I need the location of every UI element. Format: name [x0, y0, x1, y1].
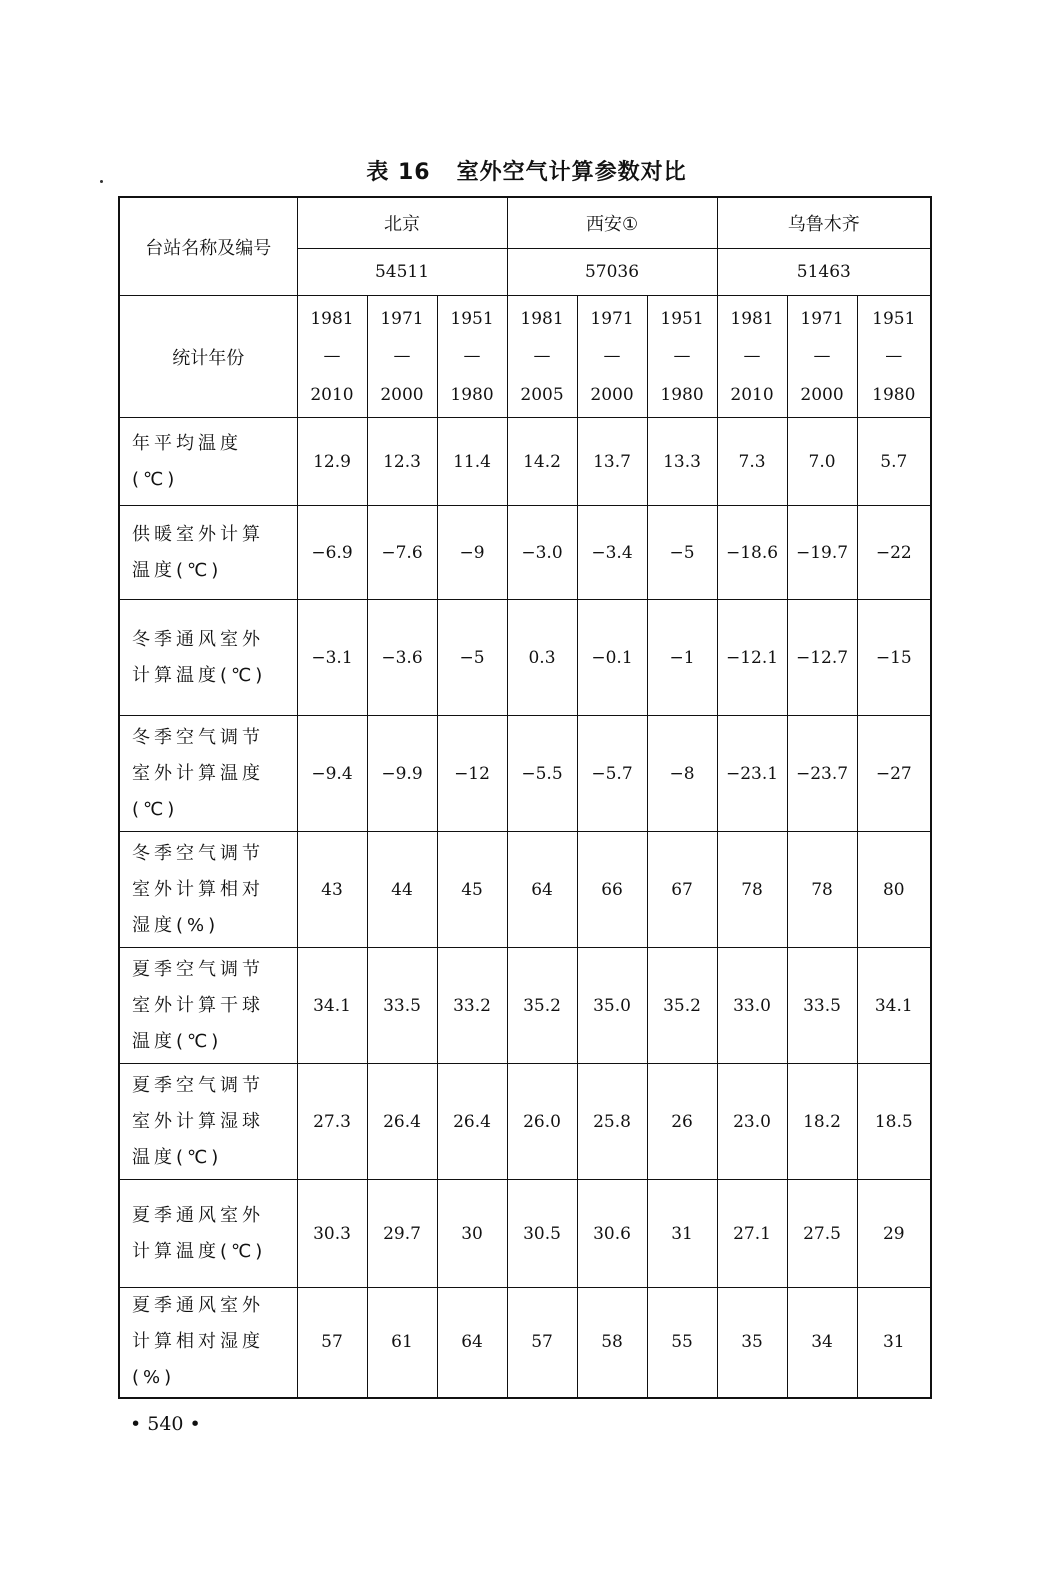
value-cell: 67: [647, 832, 717, 948]
value-cell: 12.3: [367, 418, 437, 506]
value-cell: −3.1: [297, 600, 367, 716]
row-label: 供暖室外计算温度(℃): [119, 506, 297, 600]
value-cell: 34: [787, 1288, 857, 1398]
value-cell: 64: [437, 1288, 507, 1398]
value-cell: 57: [297, 1288, 367, 1398]
value-cell: 66: [577, 832, 647, 948]
table-row: [119, 1064, 931, 1180]
table-row: [119, 1180, 931, 1288]
climate-parameters-table: [118, 196, 932, 1399]
value-cell: 25.8: [577, 1064, 647, 1180]
station-code: 54511: [297, 249, 507, 296]
table-title: 室外空气计算参数对比: [456, 160, 687, 185]
value-cell: −12.1: [717, 600, 787, 716]
value-cell: 80: [857, 832, 931, 948]
value-cell: 30: [437, 1180, 507, 1288]
value-cell: 11.4: [437, 418, 507, 506]
value-cell: 33.5: [787, 948, 857, 1064]
value-cell: 43: [297, 832, 367, 948]
row-label: 冬季空气调节室外计算相对湿度(%): [119, 832, 297, 948]
value-cell: 29: [857, 1180, 931, 1288]
station-header: 台站名称及编号: [119, 197, 297, 296]
value-cell: 30.5: [507, 1180, 577, 1288]
value-cell: 13.3: [647, 418, 717, 506]
row-label: 夏季空气调节室外计算干球温度(℃): [119, 948, 297, 1064]
period-cell: 1951 — 1980: [647, 296, 717, 418]
city-name: 乌鲁木齐: [717, 197, 931, 249]
value-cell: 31: [857, 1288, 931, 1398]
row-label: 冬季通风室外计算温度(℃): [119, 600, 297, 716]
city-name: 西安①: [507, 197, 717, 249]
period-cell: 1951 — 1980: [437, 296, 507, 418]
row-label: 夏季通风室外计算相对湿度(%): [119, 1288, 297, 1398]
value-cell: 29.7: [367, 1180, 437, 1288]
value-cell: 55: [647, 1288, 717, 1398]
value-cell: −9.4: [297, 716, 367, 832]
city-name: 北京: [297, 197, 507, 249]
period-header: 统计年份: [119, 296, 297, 418]
period-cell: 1981 — 2010: [297, 296, 367, 418]
value-cell: 34.1: [297, 948, 367, 1064]
row-label: 年平均温度(℃): [119, 418, 297, 506]
value-cell: 26.4: [437, 1064, 507, 1180]
period-cell: 1951 — 1980: [857, 296, 931, 418]
value-cell: 30.3: [297, 1180, 367, 1288]
value-cell: −3.4: [577, 506, 647, 600]
value-cell: 30.6: [577, 1180, 647, 1288]
row-label: 冬季空气调节室外计算温度(℃): [119, 716, 297, 832]
value-cell: 5.7: [857, 418, 931, 506]
value-cell: 33.2: [437, 948, 507, 1064]
value-cell: −18.6: [717, 506, 787, 600]
station-code: 57036: [507, 249, 717, 296]
period-cell: 1981 — 2010: [717, 296, 787, 418]
value-cell: 45: [437, 832, 507, 948]
value-cell: 33.0: [717, 948, 787, 1064]
value-cell: −9.9: [367, 716, 437, 832]
value-cell: 12.9: [297, 418, 367, 506]
table-row: [119, 418, 931, 506]
value-cell: 26.0: [507, 1064, 577, 1180]
value-cell: −19.7: [787, 506, 857, 600]
table-row: [119, 948, 931, 1064]
table-row: [119, 600, 931, 716]
value-cell: −9: [437, 506, 507, 600]
value-cell: −3.6: [367, 600, 437, 716]
value-cell: −27: [857, 716, 931, 832]
value-cell: 27.5: [787, 1180, 857, 1288]
value-cell: 61: [367, 1288, 437, 1398]
value-cell: 44: [367, 832, 437, 948]
value-cell: −5: [437, 600, 507, 716]
value-cell: 26: [647, 1064, 717, 1180]
period-cell: 1971 — 2000: [787, 296, 857, 418]
value-cell: 35.2: [507, 948, 577, 1064]
value-cell: 13.7: [577, 418, 647, 506]
period-cell: 1971 — 2000: [577, 296, 647, 418]
period-cell: 1981 — 2005: [507, 296, 577, 418]
value-cell: 18.2: [787, 1064, 857, 1180]
value-cell: −23.7: [787, 716, 857, 832]
value-cell: −12.7: [787, 600, 857, 716]
value-cell: 27.1: [717, 1180, 787, 1288]
value-cell: 35: [717, 1288, 787, 1398]
value-cell: 7.0: [787, 418, 857, 506]
value-cell: 35.0: [577, 948, 647, 1064]
station-code: 51463: [717, 249, 931, 296]
value-cell: 26.4: [367, 1064, 437, 1180]
value-cell: −3.0: [507, 506, 577, 600]
value-cell: 35.2: [647, 948, 717, 1064]
value-cell: −5: [647, 506, 717, 600]
row-label: 夏季空气调节室外计算湿球温度(℃): [119, 1064, 297, 1180]
table-row: [119, 1288, 931, 1398]
value-cell: 14.2: [507, 418, 577, 506]
value-cell: −23.1: [717, 716, 787, 832]
row-label: 夏季通风室外计算温度(℃): [119, 1180, 297, 1288]
value-cell: −22: [857, 506, 931, 600]
page-number: • 540 •: [130, 1413, 201, 1435]
value-cell: 57: [507, 1288, 577, 1398]
value-cell: 7.3: [717, 418, 787, 506]
value-cell: 27.3: [297, 1064, 367, 1180]
value-cell: −5.5: [507, 716, 577, 832]
value-cell: −15: [857, 600, 931, 716]
value-cell: 33.5: [367, 948, 437, 1064]
value-cell: 58: [577, 1288, 647, 1398]
table-row: [119, 716, 931, 832]
value-cell: 78: [787, 832, 857, 948]
value-cell: −6.9: [297, 506, 367, 600]
period-cell: 1971 — 2000: [367, 296, 437, 418]
value-cell: −8: [647, 716, 717, 832]
table-row: [119, 832, 931, 948]
value-cell: −12: [437, 716, 507, 832]
table-caption: [0, 155, 1053, 186]
value-cell: 23.0: [717, 1064, 787, 1180]
value-cell: −7.6: [367, 506, 437, 600]
value-cell: 18.5: [857, 1064, 931, 1180]
value-cell: 64: [507, 832, 577, 948]
city-row: [119, 197, 931, 249]
value-cell: 31: [647, 1180, 717, 1288]
value-cell: −0.1: [577, 600, 647, 716]
value-cell: −1: [647, 600, 717, 716]
period-row: [119, 296, 931, 418]
table-row: [119, 506, 931, 600]
table-number: 表 16: [366, 160, 431, 185]
value-cell: 0.3: [507, 600, 577, 716]
value-cell: 34.1: [857, 948, 931, 1064]
value-cell: 78: [717, 832, 787, 948]
value-cell: −5.7: [577, 716, 647, 832]
